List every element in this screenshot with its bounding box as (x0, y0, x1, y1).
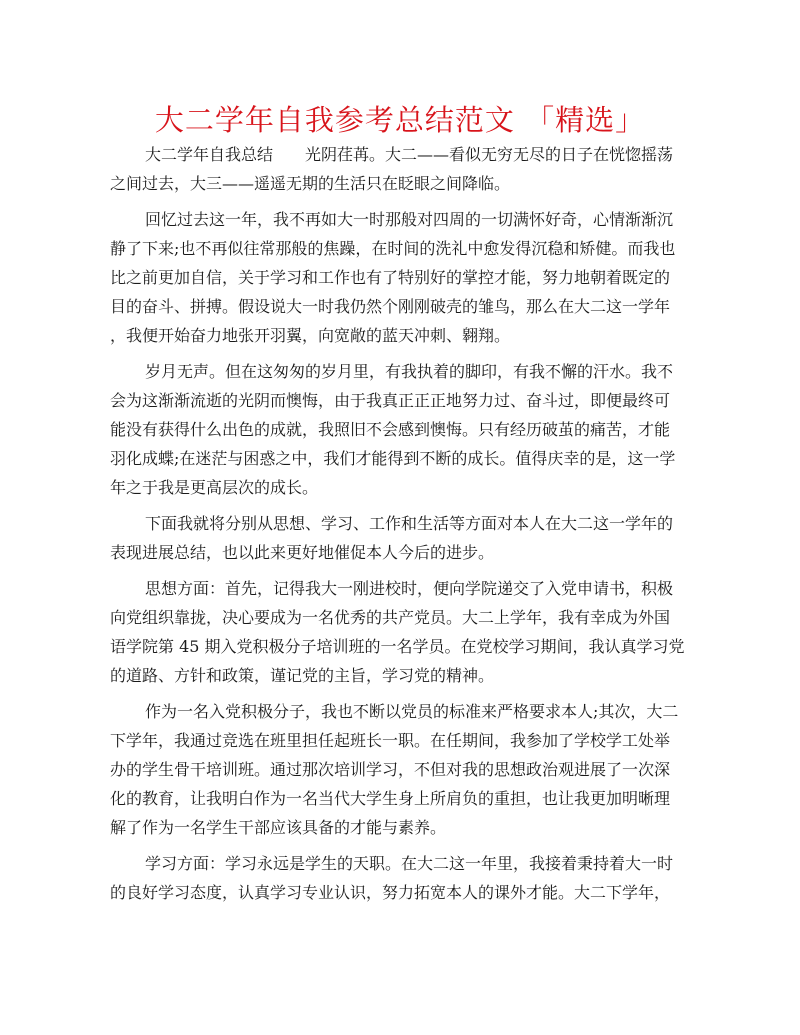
text-line: 作为一名入党积极分子，我也不断以党员的标准来严格要求本人;其次，大二 (145, 702, 679, 721)
text-line: 办的学生骨干培训班。通过那次培训学习，不但对我的思想政治观进展了一次深 (110, 760, 671, 779)
text-line: 思想方面：首先，记得我大一刚进校时，便向学院递交了入党申请书，积极 (145, 579, 674, 598)
text-line: 向党组织靠拢，决心要成为一名优秀的共产党员。大二上学年，我有幸成为外国 (110, 608, 671, 627)
text-line: 下学年，我通过竞选在班里担任起班长一职。在任期间，我参加了学校学工处举 (110, 731, 671, 750)
text-line: 的良好学习态度，认真学习专业认识，努力拓宽本人的课外才能。大二下学年， (110, 883, 671, 902)
text-line: 的道路、方针和政策，谨记党的主旨，学习党的精神。 (110, 666, 495, 685)
text-line: 回忆过去这一年，我不再如大一时那般对四周的一切满怀好奇，心情渐渐沉 (145, 210, 674, 229)
text-line: 年之于我是更高层次的成长。 (110, 478, 319, 497)
text-line: 岁月无声。但在这匆匆的岁月里，有我执着的脚印，有我不懈的汗水。我不 (145, 362, 674, 381)
text-line: 大二学年自我总结 光阴荏苒。大二——看似无穷无尽的日子在恍惚摇荡 (145, 145, 674, 164)
text-line: 化的教育，让我明白作为一名当代大学生身上所肩负的重担，也让我更加明晰理 (110, 789, 671, 808)
text-line: 比之前更加自信，关于学习和工作也有了特别好的掌控才能，努力地朝着既定的 (110, 268, 671, 287)
text-line: 之间过去，大三——遥遥无期的生活只在眨眼之间降临。 (110, 174, 511, 193)
document-body (110, 140, 685, 907)
text-line: ，我便开始奋力地张开羽翼，向宽敞的蓝天冲刺、翱翔。 (110, 326, 511, 345)
text-line: 静了下来;也不再似往常那般的焦躁，在时间的洗礼中愈发得沉稳和矫健。而我也 (110, 239, 676, 258)
text-line: 下面我就将分别从思想、学习、工作和生活等方面对本人在大二这一学年的 (145, 514, 674, 533)
document-title: 大二学年自我参考总结范文 「精选」 (154, 103, 646, 137)
text-line: 会为这渐渐流逝的光阴而懊悔，由于我真正正正地努力过、奋斗过，即便最终可 (110, 391, 671, 410)
text-line: 目的奋斗、拼搏。假设说大一时我仍然个刚刚破壳的雏鸟，那么在大二这一学年 (110, 297, 671, 316)
text-line: 表现进展总结，也以此来更好地催促本人今后的进步。 (110, 543, 495, 562)
text-line: 学习方面：学习永远是学生的天职。在大二这一年里，我接着秉持着大一时 (145, 854, 674, 873)
text-line: 羽化成蝶;在迷茫与困惑之中，我们才能得到不断的成长。值得庆幸的是，这一学 (110, 449, 676, 468)
text-line: 解了作为一名学生干部应该具备的才能与素养。 (110, 818, 447, 837)
text-line: 能没有获得什么出色的成就，我照旧不会感到懊悔。只有经历破茧的痛苦，才能 (110, 420, 671, 439)
text-line: 语学院第 45 期入党积极分子培训班的一名学员。在党校学习期间，我认真学习党 (110, 637, 685, 656)
